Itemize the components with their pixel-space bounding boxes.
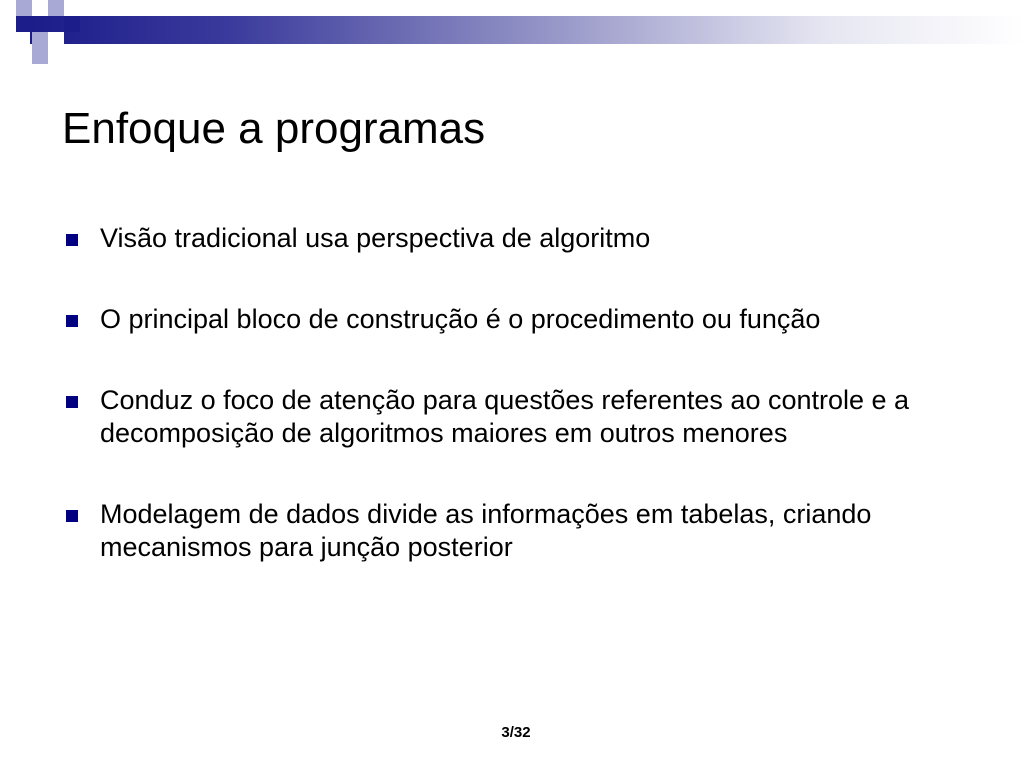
bullet-item <box>62 384 982 450</box>
square-bullet-icon <box>66 315 78 327</box>
header-square-decoration <box>48 0 64 16</box>
header-gradient-bar <box>30 16 1024 44</box>
header-square-decoration <box>32 32 48 48</box>
header-square-decoration <box>64 16 80 32</box>
header-square-decoration <box>32 48 48 64</box>
bullet-text: Modelagem de dados divide as informações em tabelas, criando mecanismos para junção posterior <box>100 499 872 562</box>
header-square-decoration <box>0 0 16 16</box>
bullet-text: Conduz o foco de atenção para questões referentes ao controle e a decomposição de algoritmos maiores em outros menores <box>100 385 910 448</box>
bullet-item <box>62 222 982 255</box>
page-number: 3/32 <box>501 724 531 741</box>
square-bullet-icon <box>66 510 78 522</box>
header-square-decoration <box>16 16 32 32</box>
bullet-item <box>62 303 982 336</box>
bullet-text: Visão tradicional usa perspectiva de algoritmo <box>100 223 651 253</box>
bullet-text: O principal bloco de construção é o procedimento ou função <box>100 304 821 334</box>
square-bullet-icon <box>66 396 78 408</box>
square-bullet-icon <box>66 234 78 246</box>
bullet-item <box>62 498 982 564</box>
header-square-decoration <box>0 32 16 48</box>
header-square-decoration <box>48 32 64 48</box>
slide-title: Enfoque a programas <box>62 104 486 153</box>
header-square-decoration <box>16 0 32 16</box>
bullet-list <box>62 222 982 612</box>
